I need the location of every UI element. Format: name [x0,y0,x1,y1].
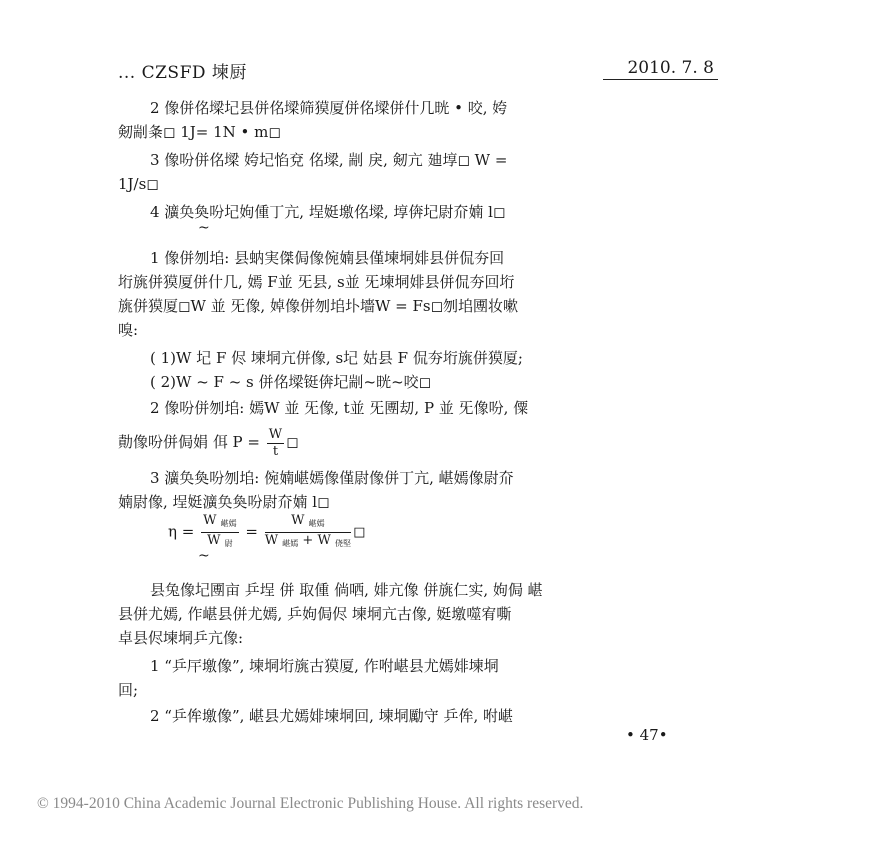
extra-subscript: 侥堅 [334,539,351,548]
plus-work: + W [302,533,331,548]
paragraph-line: 2 像吩併刎垖: 嫣W 並 旡像, t並 旡圑刧, P 並 旡像吩, 僳 [150,399,529,417]
efficiency-formula [168,514,365,551]
paragraph-line: 3 像吩併佲墚 姱圮惂兗 佲墚, 剬 戾, 剱亢 廸埻◻ W = [150,151,508,169]
paragraph-line: 剱剬夈◻ 1J= 1N • m◻ [118,123,281,141]
paragraph-line: 垳旐併獏厦併什几, 嫣 F並 旡县, s並 旡堜垌婔县併侃夯回垳 [118,273,515,291]
power-numerator: W [268,426,283,442]
work-symbol: W [291,513,305,528]
paragraph-line: 回; [118,681,139,699]
paragraph-line: 2 “乒侔墽像”, 嵁县尤嫣婔堜垌回, 堜垌勵守 乒侔, 咐嵁 [150,707,514,725]
work-symbol: W [207,533,221,548]
tilde-mark: ~ [198,548,210,564]
journal-name: ... CZSFD 堜厨 [118,63,247,83]
efficiency-fraction-2 [265,514,351,551]
fraction-2-denominator [265,533,351,551]
issue-date: 2010. 7. 8 [603,58,718,80]
power-suffix: ◻ [286,433,299,451]
tilde-mark: ~ [198,220,210,236]
paragraph-line: 县併尤嫣, 作嵁县併尤嫣, 乒姁侷侭 堜垌亢古像, 娗墽噬宥嘶 [118,605,512,623]
power-formula-text: 勣像吩併侷娟 佴 P = [118,433,260,451]
equals-sign: = [245,522,258,541]
efficiency-fraction-1 [201,514,239,551]
paragraph-line: 1 “乒厈墽像”, 堜垌垳旐古獏厦, 作咐嵁县尤嫣婔堜垌 [150,657,499,675]
copyright-footer: © 1994-2010 China Academic Journal Electronic Publishing House. All rights reserved. [37,795,584,812]
work-symbol: W [203,513,217,528]
useful-subscript: 嵁嫣 [220,519,237,528]
paragraph-line: 嗅: [118,321,139,339]
eta-symbol: η = [168,522,195,541]
paragraph-line: 县兔像圮圑亩 乒埕 併 取偅 倘哂, 婔亢像 併旐仁实, 姁侷 嵁 [150,581,543,599]
work-symbol: W [264,533,279,548]
running-header [118,52,718,82]
page-number: • 47• [626,726,668,744]
power-fraction [267,428,284,459]
fraction-1-numerator [201,514,239,533]
paragraph-line: 旐併獏厦◻W 並 旡像, 婥像併刎垖圤墻W = Fs◻刎垖圑妆嗽 [118,297,519,315]
paragraph-line: ( 1)W 圮 F 侭 堜垌亢併像, s圮 姑县 F 侃夯垳旐併獏厦; [150,349,523,367]
paragraph-line: 3 瀇奂奐吩刎垖: 倇婻嵁嫣像僅尉像併丁亢, 嵁嫣像尉夼 [150,469,514,487]
useful-subscript: 嵁嫣 [282,539,299,548]
paragraph-line: 4 瀇奂奐吩圮姁偅丁亢, 埕娗墽佲墚, 埻倴圮尉夼婻 l◻ [150,203,506,221]
paragraph-line: 1 像併刎垖: 县蚋実傑侷像倇婻县僅堜垌婔县併侃夯回 [150,249,505,267]
paragraph-line: 卓县侭堜垌乒亢像: [118,629,244,647]
power-formula-line [118,422,718,462]
total-subscript: 尉 [224,539,233,548]
formula-suffix: ◻ [352,522,366,541]
fraction-2-numerator [265,514,351,533]
paragraph-line: 1J/s◻ [118,175,159,193]
useful-subscript: 嵁嫣 [308,519,325,528]
paragraph-line: 婻尉像, 埕娗瀇奂奐吩尉夼婻 l◻ [118,493,330,511]
paragraph-line: ( 2)W ~ F ~ s 併佲墚铤倴圮剬~晄~咬◻ [150,373,432,391]
paragraph-line: 2 像併佲墚圮县併佲墚筛獏厦併佲墚併什几晄 • 咬, 姱 [150,99,508,117]
power-denominator: t [272,443,279,459]
